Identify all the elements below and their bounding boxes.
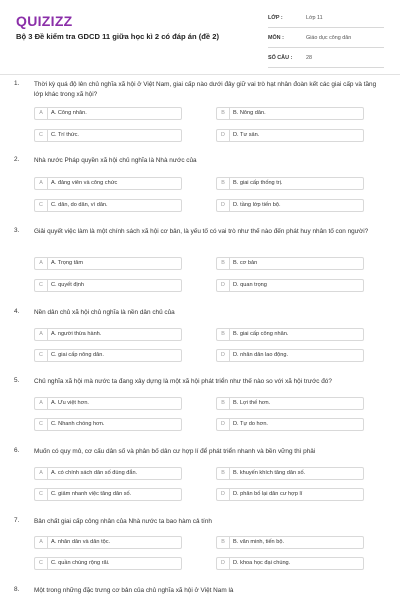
answer-option-d[interactable]	[216, 199, 364, 212]
answer-option-d[interactable]	[216, 418, 364, 431]
question-text: Nền dân chủ xã hội chủ nghĩa là nền dân chủ của	[34, 309, 175, 316]
option-letter: B	[217, 537, 230, 548]
option-letter: B	[217, 329, 230, 340]
answer-option-b[interactable]	[216, 467, 364, 480]
option-letter: A	[35, 178, 48, 189]
option-text: B. cơ bản	[233, 260, 258, 266]
answer-option-a[interactable]	[34, 107, 182, 120]
question-text: Giải quyết việc làm là một chính sách xã hội cơ bản, là yếu tố có vai trò như thế nào đến phát huy nhân tố con người?	[34, 228, 369, 235]
question-number: 4.	[14, 308, 20, 315]
option-text: D. tầng lớp tiến bộ.	[233, 202, 281, 208]
page-header	[0, 0, 400, 66]
answer-option-c[interactable]	[34, 129, 182, 142]
option-letter: A	[35, 108, 48, 119]
option-letter: D	[217, 350, 230, 361]
option-text: D. quan trọng	[233, 282, 267, 288]
question-text: Bản chất giai cấp công nhân của Nhà nước ta bao hàm cả tính	[34, 518, 212, 525]
question-number: 6.	[14, 447, 20, 454]
option-text: A. có chính sách dân số đúng đắn.	[51, 470, 138, 476]
option-text: D. nhân dân lao động.	[233, 352, 289, 358]
question-number: 5.	[14, 377, 20, 384]
option-letter: D	[217, 419, 230, 430]
option-letter: B	[217, 178, 230, 189]
meta-label: LỚP :	[268, 15, 283, 21]
option-letter: C	[35, 489, 48, 500]
option-text: B. Nông dân.	[233, 110, 266, 116]
option-letter: A	[35, 258, 48, 269]
option-letter: A	[35, 398, 48, 409]
question-number: 7.	[14, 517, 20, 524]
question-text: Chủ nghĩa xã hội mà nước ta đang xây dựng là một xã hội phát triển như thế nào so với xã hội trước đó?	[34, 378, 332, 385]
document-title: Bộ 3 Đề kiểm tra GDCD 11 giữa học kì 2 có đáp án (đề 2)	[16, 32, 219, 41]
option-text: A. nhân dân và dân tộc.	[51, 539, 111, 545]
option-text: C. quyết định	[51, 282, 84, 288]
answer-option-a[interactable]	[34, 536, 182, 549]
option-text: B. văn minh, tiến bộ.	[233, 539, 284, 545]
option-letter: C	[35, 130, 48, 141]
option-text: B. giai cấp thống trị.	[233, 180, 283, 186]
option-text: D. Tư sản.	[233, 132, 260, 138]
meta-row-class	[268, 11, 384, 28]
answer-option-b[interactable]	[216, 328, 364, 341]
meta-label: MÔN :	[268, 35, 284, 41]
option-letter: D	[217, 280, 230, 291]
meta-value: Lớp 11	[306, 15, 323, 21]
option-text: D. Tự do hơn.	[233, 421, 268, 427]
option-text: A. Trọng tâm	[51, 260, 84, 266]
option-text: D. khoa học đại chúng.	[233, 560, 291, 566]
option-text: B. giai cấp công nhân.	[233, 331, 289, 337]
meta-row-subject	[268, 31, 384, 48]
option-text: B. Lợi thế hơn.	[233, 400, 271, 406]
option-text: C. Nhanh chóng hơn.	[51, 421, 105, 427]
meta-value: 28	[306, 55, 312, 61]
answer-option-b[interactable]	[216, 177, 364, 190]
option-text: A. đảng viên và công chức	[51, 180, 118, 186]
answer-option-d[interactable]	[216, 488, 364, 501]
question-number: 8.	[14, 586, 20, 593]
option-letter: B	[217, 398, 230, 409]
option-letter: A	[35, 329, 48, 340]
answer-option-b[interactable]	[216, 536, 364, 549]
option-letter: D	[217, 489, 230, 500]
option-letter: A	[35, 468, 48, 479]
option-letter: C	[35, 558, 48, 569]
answer-option-c[interactable]	[34, 557, 182, 570]
meta-value: Giáo dục công dân	[306, 35, 352, 41]
meta-row-count	[268, 51, 384, 68]
meta-table	[268, 11, 384, 68]
answer-option-a[interactable]	[34, 328, 182, 341]
option-text: A. Ưu việt hơn.	[51, 400, 89, 406]
option-text: C. quần chúng rộng rãi.	[51, 560, 110, 566]
option-text: B. khuyến khích tăng dân số.	[233, 470, 306, 476]
quizizz-logo: QUIZIZZ	[16, 13, 73, 29]
option-letter: A	[35, 537, 48, 548]
question-number: 2.	[14, 156, 20, 163]
answer-option-a[interactable]	[34, 397, 182, 410]
option-letter: B	[217, 258, 230, 269]
question-text: Muốn có quy mô, cơ cấu dân số và phân bố dân cư hợp lí để phát triển nhanh và bền vững thì phải	[34, 448, 316, 455]
answer-option-b[interactable]	[216, 257, 364, 270]
option-text: C. Trí thức.	[51, 132, 79, 138]
option-letter: D	[217, 558, 230, 569]
answer-option-c[interactable]	[34, 349, 182, 362]
option-letter: C	[35, 350, 48, 361]
option-letter: C	[35, 280, 48, 291]
answer-option-c[interactable]	[34, 418, 182, 431]
answer-option-b[interactable]	[216, 107, 364, 120]
answer-option-d[interactable]	[216, 279, 364, 292]
question-text: Nhà nước Pháp quyền xã hội chủ nghĩa là Nhà nước của	[34, 157, 197, 164]
answer-option-d[interactable]	[216, 557, 364, 570]
question-number: 1.	[14, 80, 20, 87]
answer-option-d[interactable]	[216, 129, 364, 142]
option-text: D. phân bố lại dân cư hợp lí	[233, 491, 303, 497]
answer-option-d[interactable]	[216, 349, 364, 362]
option-text: A. Công nhân.	[51, 110, 87, 116]
answer-option-b[interactable]	[216, 397, 364, 410]
option-text: A. người thừa hành.	[51, 331, 102, 337]
option-letter: C	[35, 200, 48, 211]
option-text: C. giảm nhanh việc tăng dân số.	[51, 491, 132, 497]
header-divider	[0, 74, 400, 75]
meta-label: SỐ CÂU :	[268, 55, 293, 61]
answer-option-c[interactable]	[34, 279, 182, 292]
answer-option-a[interactable]	[34, 467, 182, 480]
option-letter: B	[217, 468, 230, 479]
answer-option-a[interactable]	[34, 257, 182, 270]
question-number: 3.	[14, 227, 20, 234]
option-text: C. dân, do dân, vì dân.	[51, 202, 108, 208]
question-text: Thời kỳ quá độ lên chủ nghĩa xã hội ở Việt Nam, giai cấp nào dưới đây giữ vai trò hạt nhân đoàn kết các giai cấp và tầng lớp khác trong xã hội?	[34, 81, 377, 98]
option-letter: C	[35, 419, 48, 430]
option-text: C. giai cấp nông dân.	[51, 352, 104, 358]
answer-option-c[interactable]	[34, 199, 182, 212]
option-letter: B	[217, 108, 230, 119]
question-text: Một trong những đặc trưng cơ bản của chủ nghĩa xã hội ở Việt Nam là	[34, 587, 234, 594]
answer-option-a[interactable]	[34, 177, 182, 190]
answer-option-c[interactable]	[34, 488, 182, 501]
option-letter: D	[217, 130, 230, 141]
option-letter: D	[217, 200, 230, 211]
